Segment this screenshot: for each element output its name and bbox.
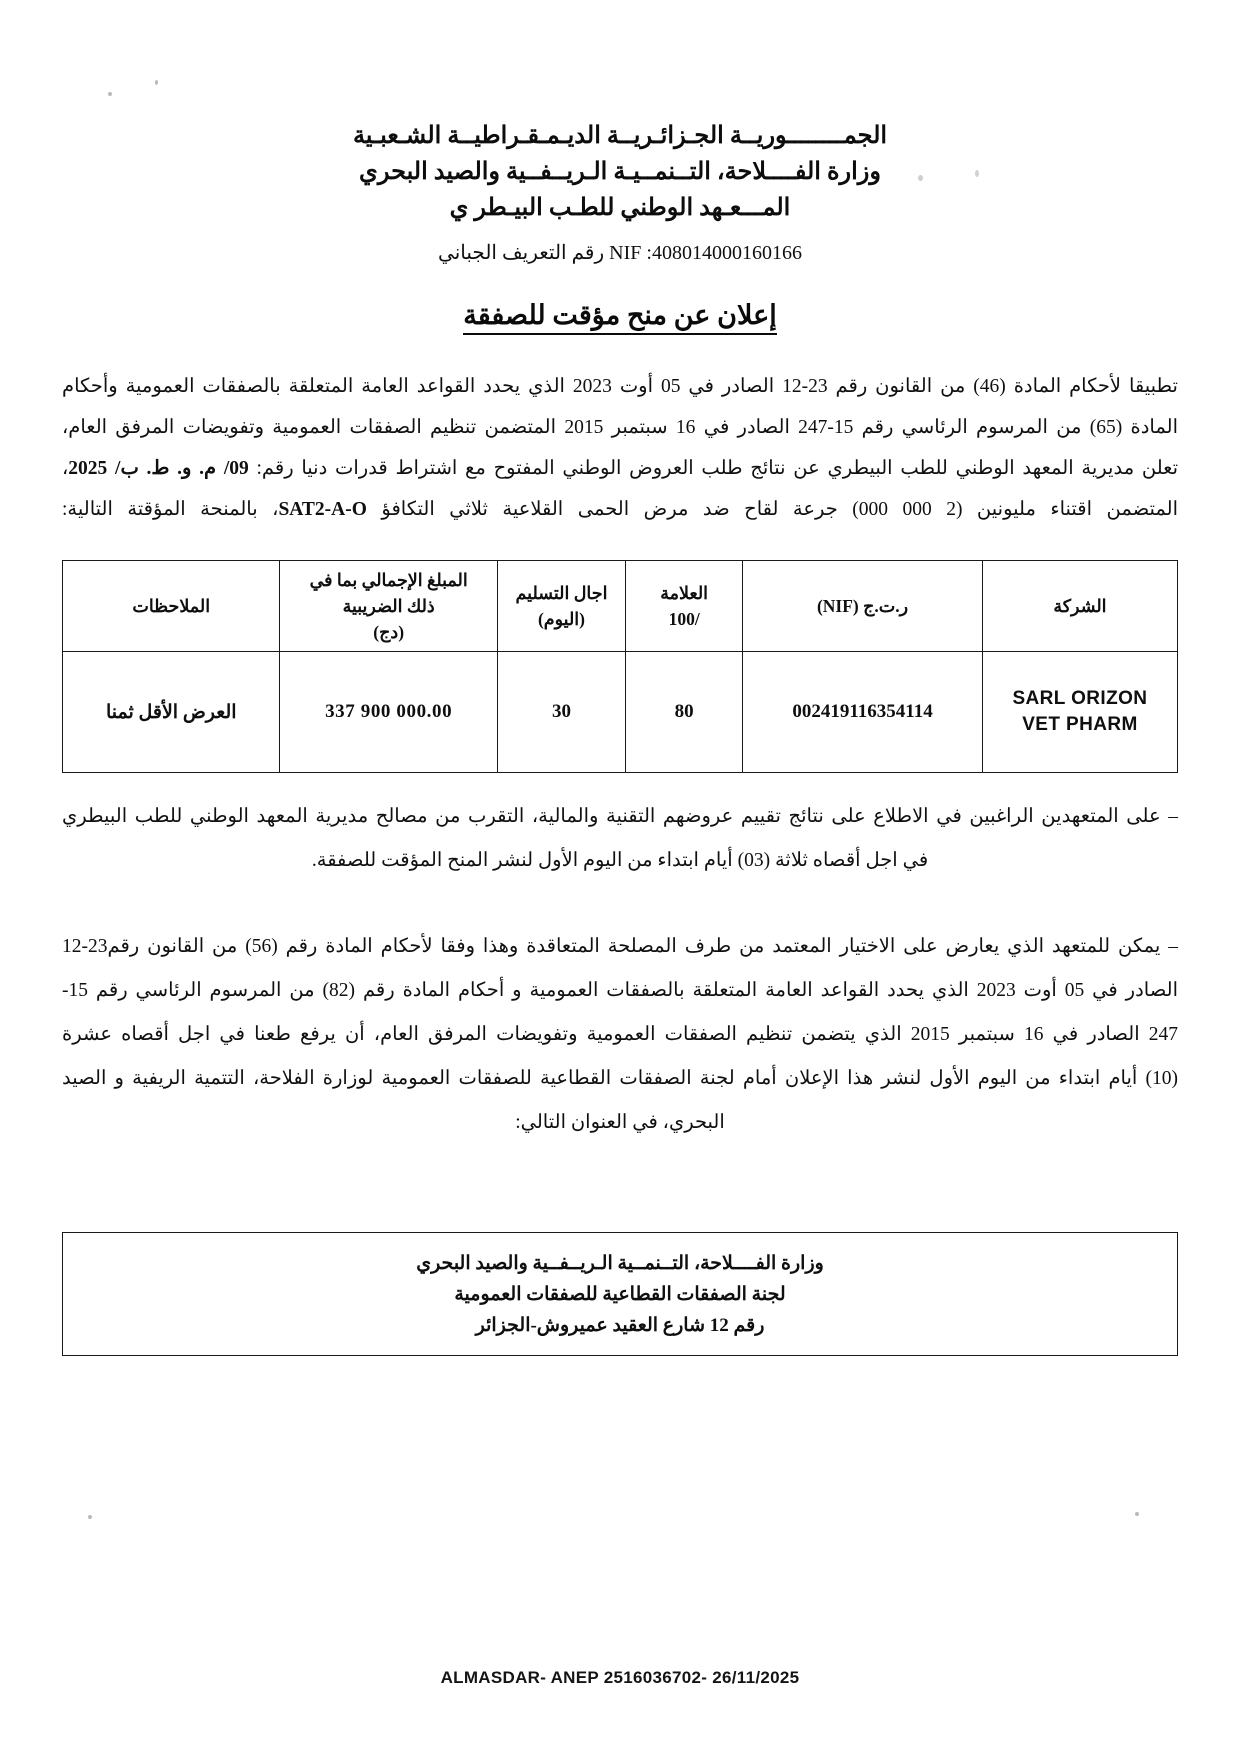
- scan-speck: [155, 80, 158, 85]
- th-mark-line-1: العلامة: [660, 583, 709, 603]
- bullet-1-line-2: في اجل أقصاه ثلاثة (03) أيام ابتداء من اليوم الأول لنشر المنح المؤقت للصفقة.: [311, 850, 929, 871]
- scan-speck: [1135, 1512, 1139, 1516]
- tender-reference: 09/ م. و. ط. ب/ 2025: [68, 458, 249, 479]
- cell-company: [982, 652, 1177, 773]
- page-title: [0, 300, 1240, 331]
- address-box: [62, 1232, 1178, 1356]
- results-table-wrapper: [62, 560, 1178, 773]
- address-content: [416, 1248, 824, 1341]
- intro-line-1: تطبيقا لأحكام المادة (46) من القانون رقم 23-12 الصادر في 05 أوت 2023 الذي يحدد القواعد العامة المتعلقة بالصفقات العمومية وأحكام: [62, 376, 1178, 397]
- cell-nif: 002419116354114: [743, 652, 983, 773]
- nif-value: NIF :408014000160166: [609, 242, 802, 264]
- th-delay-line-2: (اليوم): [537, 609, 585, 629]
- address-line-street: رقم 12 شارع العقيد عميروش-الجزائر: [475, 1314, 765, 1336]
- bullet-2-line-3: 247 الصادر في 16 سبتمبر 2015 الذي يتضمن تنظيم الصفقات العمومية وتفويضات المرفق العام، أن يرفع طعنا في اجل أقصاه عشرة: [62, 1024, 1178, 1045]
- header-line-institute: المـــعـهد الوطني للطـب البيـطر ي: [449, 195, 791, 221]
- th-mark-line-2: /100: [668, 609, 700, 629]
- results-table: [62, 560, 1178, 773]
- intro-line-4: [62, 489, 1178, 530]
- th-amount-line-3: (دج): [373, 622, 405, 642]
- intro-line-3-text: تعلن مديرية المعهد الوطني للطب البيطري عن نتائج طلب العروض الوطني المفتوح مع اشتراط قدرات دنيا رقم:: [248, 458, 1178, 479]
- intro-line-4-tail: ، بالمنحة المؤقتة التالية:: [62, 499, 279, 520]
- bullet-paragraph-2: [62, 925, 1178, 1145]
- th-delay-line-1: اجال التسليم: [515, 583, 608, 603]
- intro-line-3-tail: ،: [62, 458, 69, 479]
- scan-speck: [108, 92, 112, 96]
- page-title-text: إعلان عن منح مؤقت للصفقة: [463, 300, 776, 335]
- bullet-2-line-4: (10) أيام ابتداء من اليوم الأول لنشر هذا الإعلان أمام لجنة الصفقات القطاعية للصفقات العمومية لوزارة الفلاحة، التتمية الريفية و الصيد: [62, 1068, 1178, 1089]
- intro-line-4-text: المتضمن اقتناء مليونين (2 000 000) جرعة لقاح ضد مرض الحمى القلاعية ثلاثي التكافؤ: [366, 499, 1179, 520]
- bullet-2-line-1: – يمكن للمتعهد الذي يعارض على الاختيار المعتمد من طرف المصلحة المتعاقدة وهذا وفقا لأحكام المادة رقم (56) من القانون رقم23-12: [62, 936, 1178, 957]
- th-notes: الملاحظات: [63, 561, 280, 652]
- cell-notes: العرض الأقل ثمنا: [63, 652, 280, 773]
- header-line-republic: الجمــــــــوريــة الجـزائـريــة الديـمـقـراطيــة الشـعبـية: [352, 123, 888, 149]
- th-amount-line-1: المبلغ الإجمالي بما في: [309, 570, 468, 590]
- bullet-2-line-5: البحري، في العنوان التالي:: [515, 1112, 725, 1133]
- table-header-row: [63, 561, 1178, 652]
- document-header: [0, 118, 1240, 226]
- nif-label: رقم التعريف الجباني: [438, 242, 605, 264]
- cell-delivery-delay: 30: [497, 652, 625, 773]
- th-mark: [626, 561, 743, 652]
- intro-line-2: المادة (65) من المرسوم الرئاسي رقم 15-247 الصادر في 16 سبتمبر 2015 المتضمن تنظيم الصفقات العمومية وتفويضات المرفق العام،: [62, 417, 1179, 438]
- th-delivery-delay: [497, 561, 625, 652]
- th-total-amount: [280, 561, 497, 652]
- cell-mark: 80: [626, 652, 743, 773]
- intro-line-3: [62, 448, 1178, 489]
- scan-speck: [88, 1515, 92, 1519]
- th-company: الشركة: [982, 561, 1177, 652]
- vaccine-serotype-code: SAT2-A-O: [278, 499, 367, 520]
- bullet-2-line-2: الصادر في 05 أوت 2023 الذي يحدد القواعد العامة المتعلقة بالصفقات العمومية و أحكام المادة رقم (82) من المرسوم الرئاسي رقم 15-: [62, 980, 1178, 1001]
- header-line-ministry: وزارة الفــــلاحة، التــنمــيـة الـريــفــية والصيد البحري: [359, 159, 881, 185]
- company-name-line-1: SARL ORIZON: [1012, 688, 1148, 709]
- th-amount-line-2: ذلك الضريبية: [342, 596, 435, 616]
- bullet-paragraph-1: [62, 795, 1178, 883]
- bullet-1-line-1: – على المتعهدين الراغبين في الاطلاع على نتائج تقييم عروضهم التقنية والمالية، التقرب من مصالح مديرية المعهد الوطني للطب البيطري: [62, 806, 1178, 827]
- th-nif: ر.ت.ج (NIF): [743, 561, 983, 652]
- table-row: [63, 652, 1178, 773]
- footer-anep-reference: ALMASDAR- ANEP 2516036702- 26/11/2025: [440, 1668, 800, 1687]
- intro-paragraph: [62, 366, 1178, 530]
- address-line-ministry: وزارة الفــــلاحة، التــنمــية الـريــفــية والصيد البحري: [416, 1252, 824, 1274]
- address-line-commission: لجنة الصفقات القطاعية للصفقات العمومية: [454, 1283, 786, 1305]
- company-name-line-2: VET PHARM: [1022, 714, 1138, 735]
- nif-line: [0, 240, 1240, 265]
- cell-total-amount: 337 900 000.00: [280, 652, 497, 773]
